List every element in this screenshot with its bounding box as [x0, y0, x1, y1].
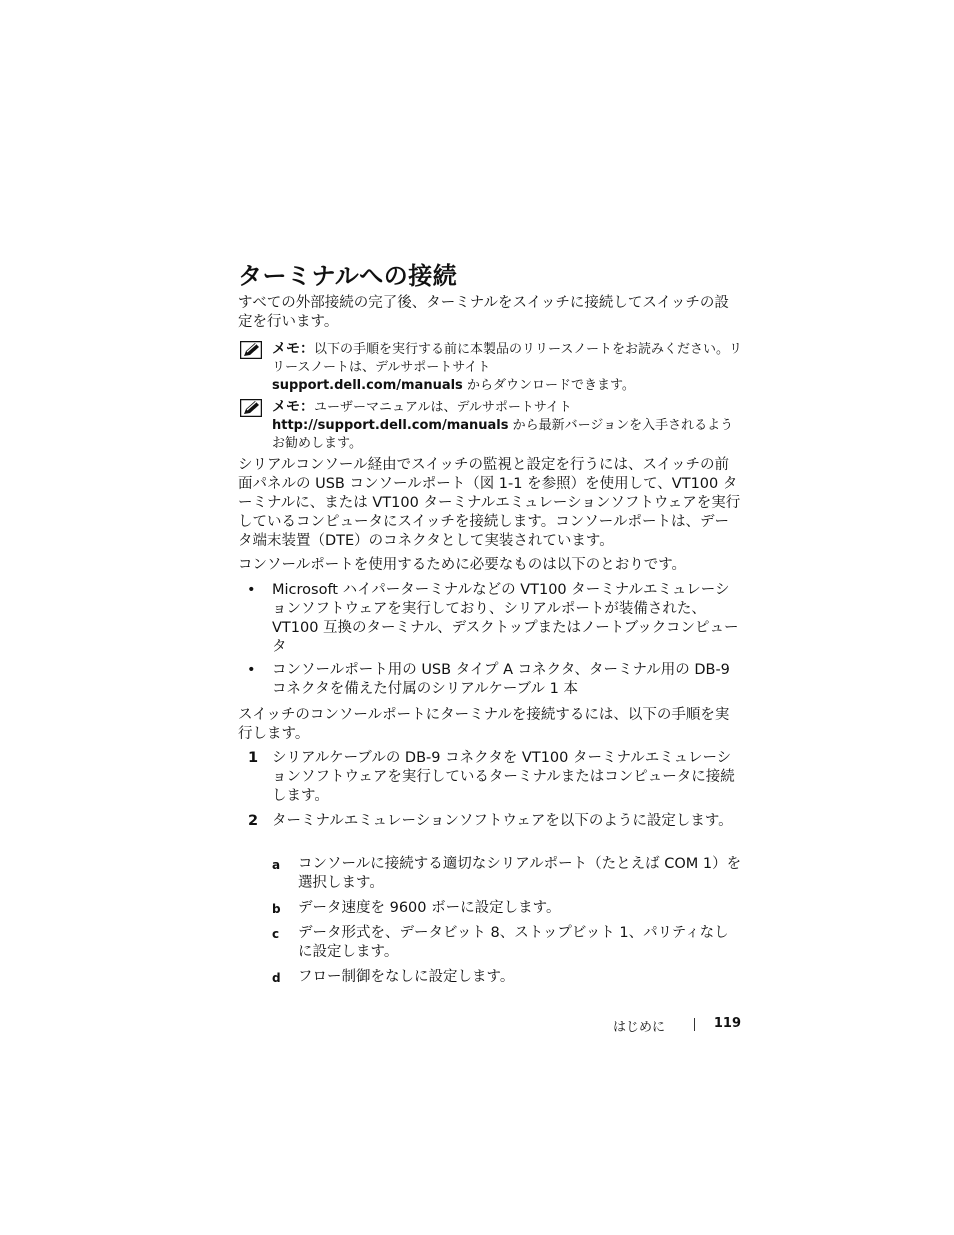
substep-letter: d	[272, 971, 281, 985]
console-paragraph: シリアルコンソール経由でスイッチの監視と設定を行うには、スイッチの前面パネルの USB コンソールポート（図 1-1 を参照）を使用して、VT100 ターミナルに、または VT100 ターミナルエミュレーションソフトウェアを実行しているコンピュータにスイッチを接続します。コンソールポートは、データ端末装置（DTE）のコネクタとして実装されています。	[238, 457, 741, 549]
note-label: メモ：	[272, 399, 314, 415]
substep-text: データ速度を 9600 ボーに設定します。	[298, 900, 561, 916]
note-pencil-icon	[240, 399, 262, 417]
step-number: 1	[248, 750, 259, 766]
requirements-paragraph: コンソールポートを使用するために必要なものは以下のとおりです。	[238, 557, 687, 573]
bullet-marker: •	[247, 582, 256, 598]
note-label: メモ：	[272, 341, 314, 357]
page-number: 119	[713, 1016, 741, 1031]
support-link[interactable]: support.dell.com/manuals	[272, 378, 463, 393]
step-number: 2	[248, 813, 259, 829]
footer-section-name: はじめに	[612, 1020, 665, 1035]
substep-letter: a	[272, 858, 281, 872]
note-pencil-icon	[240, 341, 262, 359]
substep-text: データ形式を、データビット 8、ストップビット 1、パリティなしに設定します。	[298, 925, 729, 960]
bullet-text: コンソールポート用の USB タイプ A コネクタ、ターミナル用の DB-9 コネクタを備えた付属のシリアルケーブル 1 本	[272, 662, 730, 697]
page-footer	[238, 1016, 743, 1036]
note-text: ユーザーマニュアルは、デルサポートサイト	[314, 400, 572, 415]
footer-divider	[694, 1018, 695, 1031]
note-text-end: からダウンロードできます。	[462, 378, 635, 393]
bullet-marker: •	[247, 662, 256, 678]
substep-letter: c	[272, 927, 280, 941]
step-text: ターミナルエミュレーションソフトウェアを以下のように設定します。	[272, 813, 733, 829]
note-text-end: から最新バージョンを入手されるようお勧めします。	[272, 418, 734, 451]
step-text: シリアルケーブルの DB-9 コネクタを VT100 ターミナルエミュレーションソフトウェアを実行しているターミナルまたはコンピュータに接続します。	[272, 750, 735, 804]
substep-text: コンソールに接続する適切なシリアルポート（たとえば COM 1）を選択します。	[298, 856, 742, 891]
support-link[interactable]: http://support.dell.com/manuals	[272, 418, 509, 433]
substep-text: フロー制御をなしに設定します。	[298, 969, 515, 985]
section-title: ターミナルへの接続	[238, 262, 458, 290]
procedure-paragraph: スイッチのコンソールポートにターミナルを接続するには、以下の手順を実行します。	[238, 707, 730, 742]
note-text: 以下の手順を実行する前に本製品のリリースノートをお読みください。リリースノートは、デルサポートサイト	[272, 342, 742, 375]
bullet-text: Microsoft ハイパーターミナルなどの VT100 ターミナルエミュレーションソフトウェアを実行しており、シリアルポートが装備された、VT100 互換のターミナル、デスクトップまたはノートブックコンピュータ	[272, 582, 739, 655]
substep-letter: b	[272, 902, 281, 916]
intro-paragraph: すべての外部接続の完了後、ターミナルをスイッチに接続してスイッチの設定を行います。	[238, 295, 729, 330]
